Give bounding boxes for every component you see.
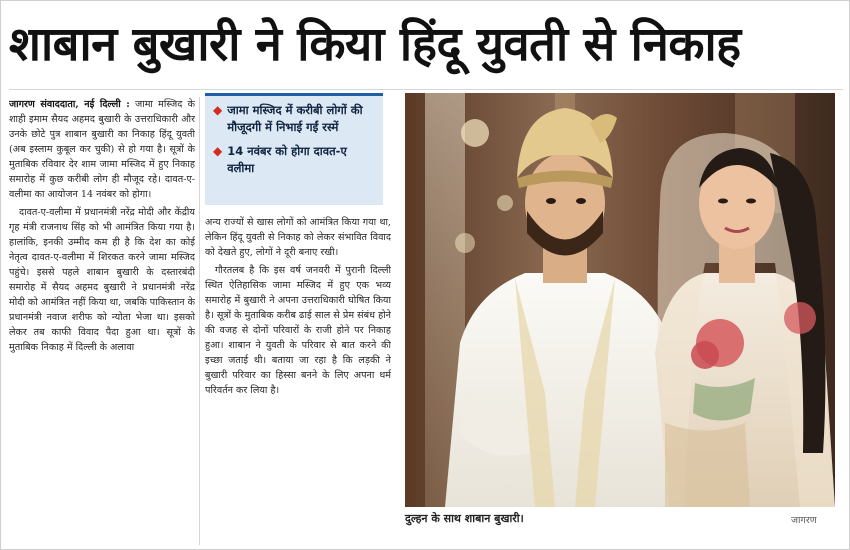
article-column-1 <box>9 97 195 545</box>
highlight-text: जामा मस्जिद में करीबी लोगों की मौजूदगी में निभाई गईं रस्में <box>227 103 363 134</box>
photo-credit: जागरण <box>791 515 817 526</box>
highlight-box <box>205 93 383 205</box>
dateline: जागरण संवाददाता, नई दिल्ली : <box>9 99 130 110</box>
article-paragraph: दावत-ए-वलीमा में प्रधानमंत्री नरेंद्र मोदी और केंद्रीय गृह मंत्री राजनाथ सिंह को भी आमंत्रित किया गया है। हालांकि, इनकी उम्मीद कम ही है कि देश का कोई नेतृत्व दावत-ए-वलीमा में शिरकत करने जामा मस्जिद पहुंचे। इससे पहले शाबान बुखारी के दस्तारबंदी समारोह में सैयद अहमद बुखारी ने प्रधानमंत्री नरेंद्र मोदी को आमंत्रित नहीं किया था, जबकि पाकिस्तान के प्रधानमंत्री नवाज शरीफ को न्योता भेजा था। इसको लेकर तब काफी विवाद पैदा हुआ था। सूत्रों के मुताबिक निकाह में दिल्ली के अलावा <box>9 207 195 353</box>
highlight-item <box>213 102 375 136</box>
highlight-item <box>213 143 375 177</box>
article-paragraph: अन्य राज्यों से खास लोगों को आमंत्रित किया गया था, लेकिन हिंदू युवती से निकाह को लेकर संभावित विवाद को देखते हुए, लोगों ने दूरी बनाए रखी। <box>205 217 391 258</box>
article-paragraph: गौरतलब है कि इस वर्ष जनवरी में पुरानी दिल्ली स्थित ऐतिहासिक जामा मस्जिद में हुए एक भव्य समारोह में बुखारी ने अपना उत्तराधिकारी घोषित किया है। सूत्रों के मुताबिक करीब ढाई साल से प्रेम संबंध होने की वजह से दोनों परिवारों के राजी होने पर निकाह हुआ। शाबान ने युवती के परिवार से बात करने की इच्छा जताई थी। बताया जा रहा है कि लड़की ने बुखारी परिवार का हिस्सा बनने के लिए अपना धर्म परिवर्तन कर लिया है। <box>205 265 391 396</box>
bullet-icon: ◆ <box>213 103 223 117</box>
highlight-text: 14 नवंबर को होगा दावत-ए वलीमा <box>227 144 347 175</box>
article-column-2 <box>205 215 391 545</box>
headline-rule <box>9 89 843 90</box>
paragraph-text: जामा मस्जिद के शाही इमाम सैयद अहमद बुखारी के उत्तराधिकारी और उनके छोटे पुत्र शाबान बुखारी का निकाह हिंदू युवती (अब इस्लाम कुबूल कर चुकी) से हो गया है। सूत्रों के मुताबिक रविवार देर शाम जामा मस्जिद में हुए निकाह समारोह में कुछ करीबी लोग ही मौजूद रहे। दावत-ए-वलीमा का आयोजन 14 नवंबर को होगा। <box>9 99 195 200</box>
bride-figure <box>655 133 835 507</box>
bullet-icon: ◆ <box>213 144 223 158</box>
headline: शाबान बुखारी ने किया हिंदू युवती से निकाह <box>9 17 741 72</box>
wedding-photo-illustration <box>405 93 835 507</box>
wedding-photo <box>405 93 835 507</box>
article-paragraph <box>9 97 195 202</box>
column-rule <box>199 97 200 545</box>
photo-caption: दुल्हन के साथ शाबान बुखारी। <box>405 512 524 525</box>
